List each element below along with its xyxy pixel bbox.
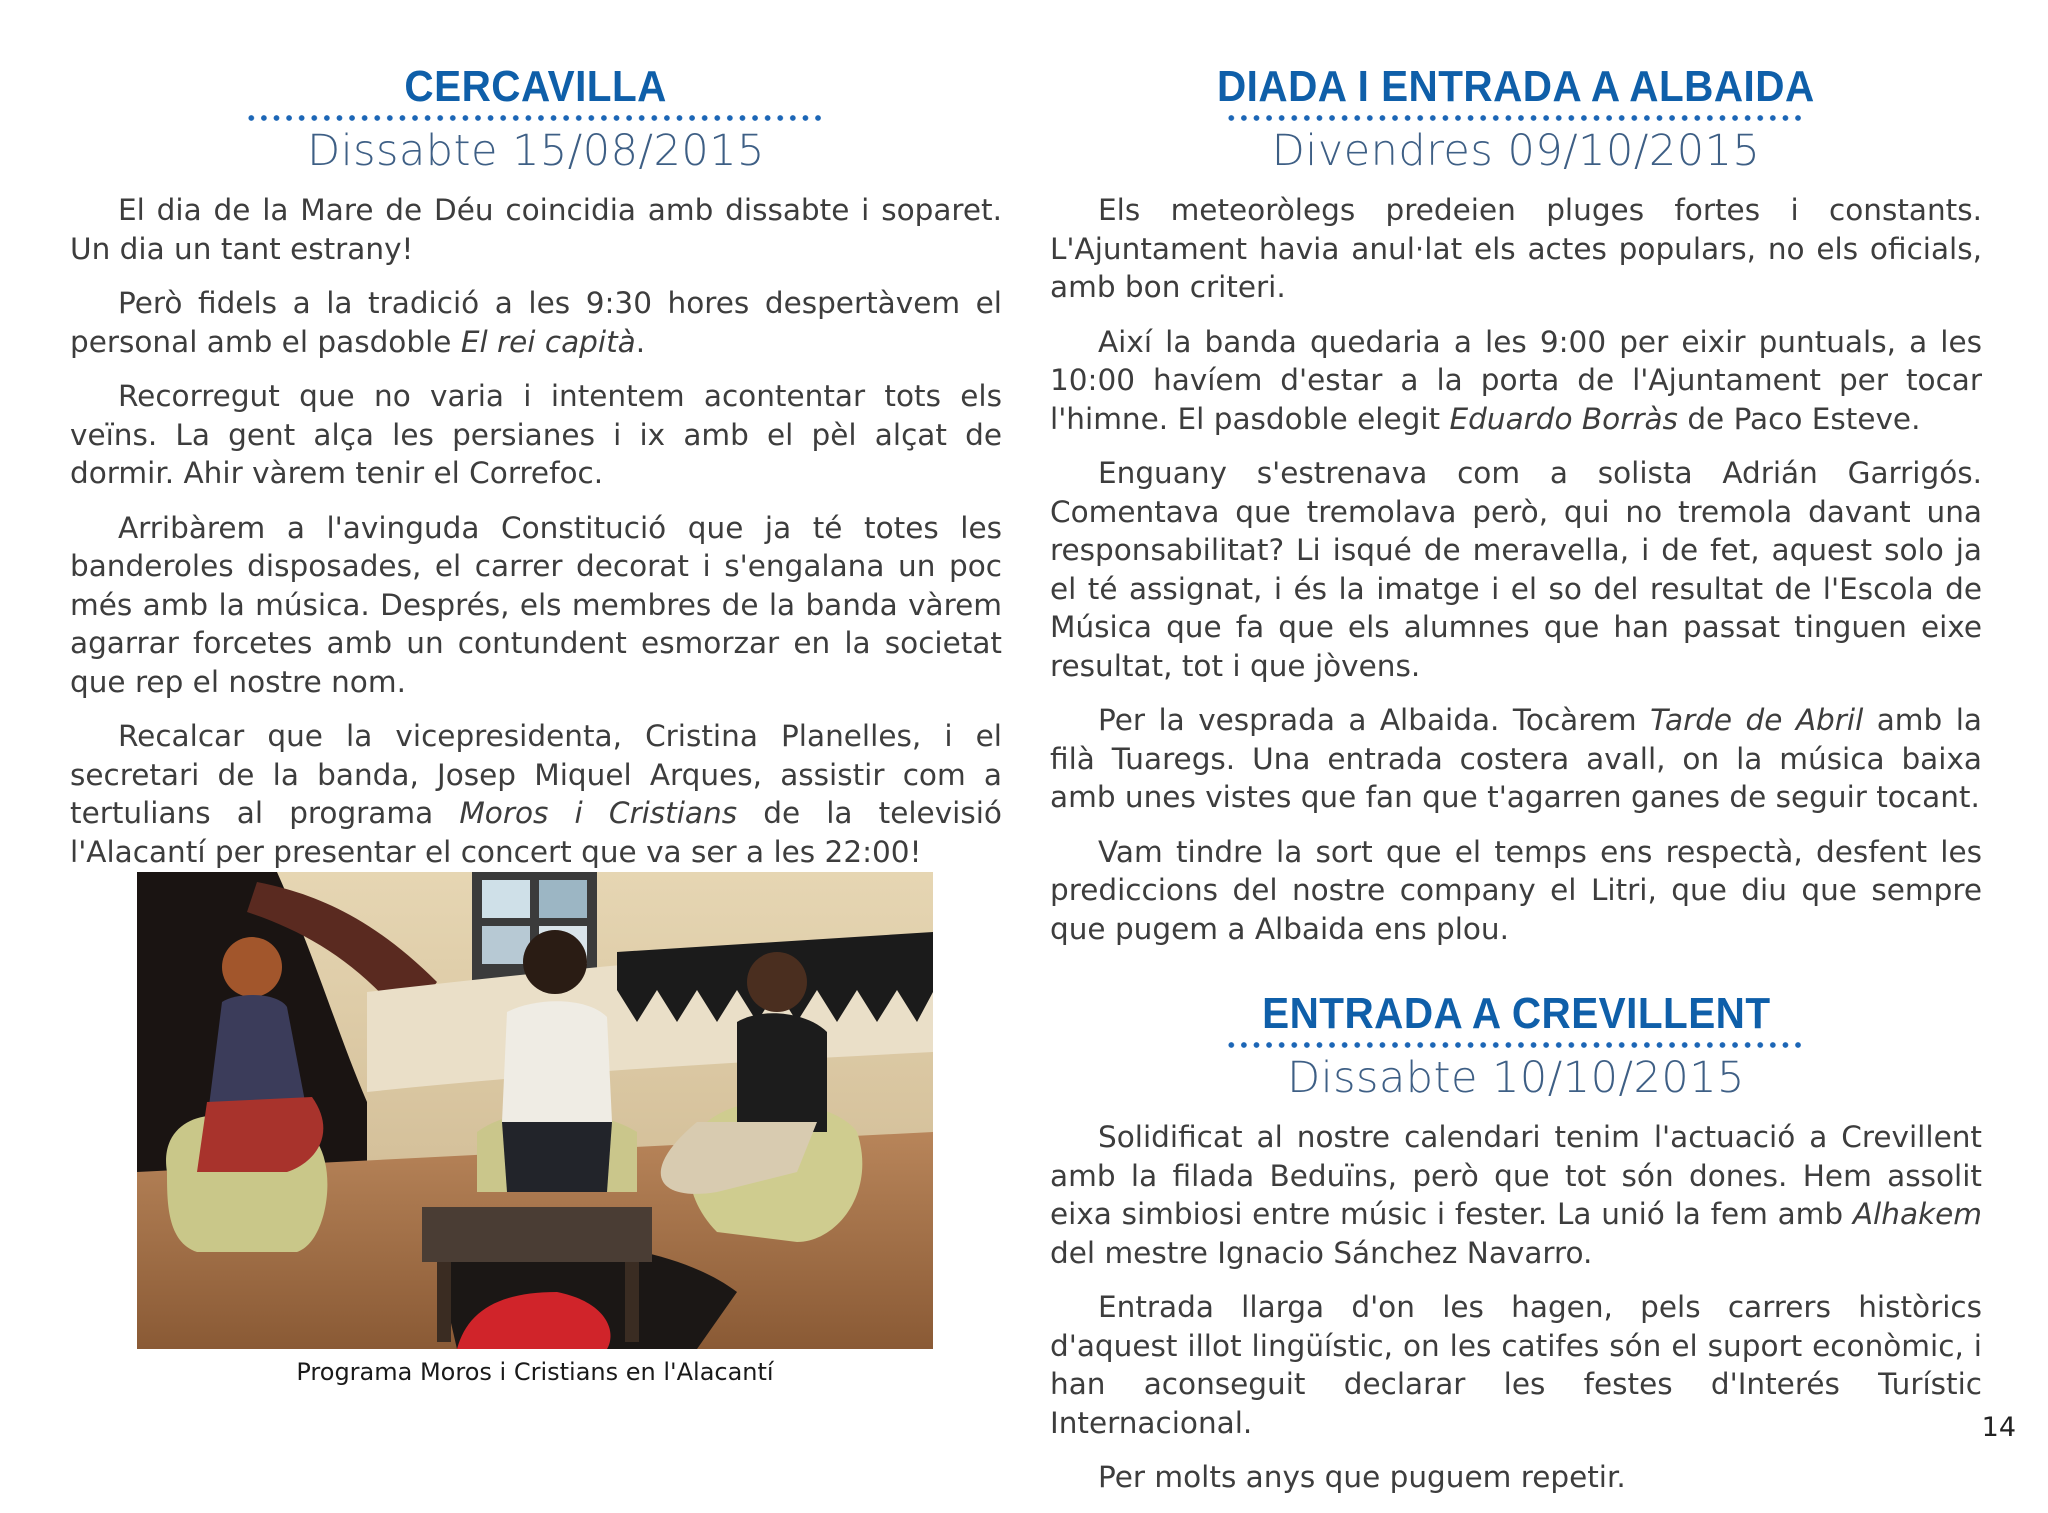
section-title: CERCAVILLA	[404, 62, 668, 111]
paragraph: Però fidels a la tradició a les 9:30 hores despertàvem el personal amb el pasdoble El rei capità.	[70, 286, 1002, 359]
cercavilla-header	[70, 61, 1002, 179]
paragraph: Entrada llarga d'on les hagen, pels carrers històrics d'aquest illot lingüístic, on les catifes són el suport econòmic, i han aconseguit declarar les festes d'Interés Turístic Internacional.	[1050, 1290, 1982, 1440]
section-date: Divendres 09/10/2015	[1271, 126, 1761, 176]
section-title: ENTRADA A CREVILLENT	[1261, 989, 1771, 1038]
paragraph: Enguany s'estrenava com a solista Adrián Garrigós. Comentava que tremolava però, qui no tremola davant una responsabilitat? Li isqué de meravella, i de fet, aquest solo ja el té assignat, i és la imatge i el so del resultat de l'Escola de Música que fa que els alumnes que han passat tinguen eixe resultat, tot i que jòvens.	[1050, 456, 1982, 683]
paragraph: El dia de la Mare de Déu coincidia amb dissabte i soparet. Un dia un tant estrany!	[70, 193, 1002, 266]
diada-body	[1050, 191, 1982, 948]
section-title: DIADA I ENTRADA A ALBAIDA	[1217, 62, 1815, 111]
section-date: Dissabte 10/10/2015	[1287, 1053, 1745, 1103]
section-date: Dissabte 15/08/2015	[307, 126, 765, 176]
paragraph: Solidificat al nostre calendari tenim l'actuació a Crevillent amb la filada Beduïns, però que tot són dones. Hem assolit eixa simbiosi entre músic i fester. La unió la fem amb Alhakem del mestre Ignacio Sánchez Navarro.	[1050, 1120, 1982, 1270]
paragraph: Així la banda quedaria a les 9:00 per eixir puntuals, a les 10:00 havíem d'estar a la porta de l'Ajuntament per tocar l'himne. El pasdoble elegit Eduardo Borràs de Paco Esteve.	[1050, 324, 1982, 436]
photo-caption: Programa Moros i Cristians en l'Alacantí	[296, 1358, 774, 1386]
paragraph: Vam tindre la sort que el temps ens respectà, desfent les prediccions del nostre company el Litri, que diu que sempre que pugem a Albaida ens plou.	[1050, 834, 1982, 946]
tv-studio-photo	[137, 872, 933, 1349]
crevillent-body	[1050, 1118, 1982, 1497]
paragraph: Recalcar que la vicepresidenta, Cristina Planelles, i el secretari de la banda, Josep Miquel Arques, assistir com a tertulians al programa Moros i Cristians de la televisió l'Alacantí per presentar el concert que va ser a les 22:00!	[70, 719, 1002, 869]
paragraph: Per la vesprada a Albaida. Tocàrem Tarde de Abril amb la filà Tuaregs. Una entrada costera avall, on la música baixa amb unes vistes que fan que t'agarren ganes de seguir tocant.	[1050, 703, 1982, 814]
cercavilla-body	[70, 191, 1002, 871]
tv-studio-illustration	[137, 872, 933, 1349]
dotted-rule	[1225, 1042, 1807, 1048]
dotted-rule	[245, 115, 827, 121]
diada-header	[1050, 61, 1982, 179]
paragraph: Per molts anys que puguem repetir.	[1098, 1460, 1626, 1494]
dotted-rule	[1225, 115, 1807, 121]
paragraph: Els meteoròlegs predeien pluges fortes i constants. L'Ajuntament havia anul·lat els actes populars, no els oficials, amb bon criteri.	[1050, 193, 1982, 304]
right-column	[1050, 0, 1982, 1513]
paragraph: Arribàrem a l'avinguda Constitució que ja té totes les banderoles disposades, el carrer decorat i s'engalana un poc més amb la música. Després, els membres de la banda vàrem agarrar forcetes amb un contundent esmorzar en la societat que rep el nostre nom.	[70, 510, 1002, 699]
left-column	[70, 0, 1002, 887]
paragraph: Recorregut que no varia i intentem acontentar tots els veïns. La gent alça les persianes i ix amb el pèl alçat de dormir. Ahir vàrem tenir el Correfoc.	[70, 379, 1002, 490]
crevillent-header	[1050, 988, 1982, 1106]
page-number: 14	[1981, 1412, 2016, 1443]
